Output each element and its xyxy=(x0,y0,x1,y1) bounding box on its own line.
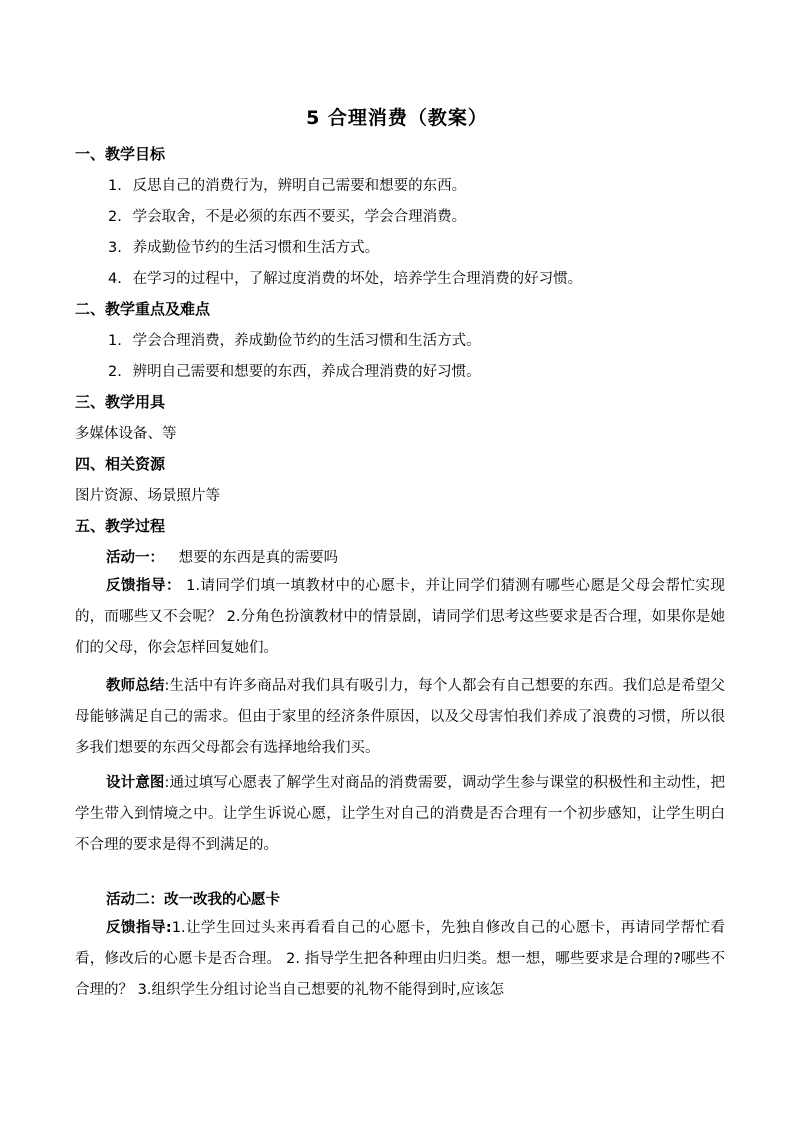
activity-2-heading xyxy=(106,888,280,909)
section-heading-tools: 三、教学用具 xyxy=(75,393,166,411)
feedback-text: 1.让学生回过头来再看看自己的心愿卡，先独自修改自己的心愿卡，再请同学帮忙看看，修改后的心愿卡是否合理。 2. 指导学生把各种理由归归类。想一想，哪些要求是合理的?哪些不合理的？ 3.组织学生分组讨论当自己想要的礼物不能得到时,应该怎 xyxy=(75,920,725,998)
list-item xyxy=(108,360,481,381)
activity-2-feedback-paragraph xyxy=(75,913,725,1006)
list-text: 学会取舍，不是必须的东西不要买，学会合理消费。 xyxy=(132,209,467,225)
section-heading-key-points: 二、教学重点及难点 xyxy=(75,300,211,318)
list-text: 在学习的过程中，了解过度消费的坏处，培养学生合理消费的好习惯。 xyxy=(132,271,583,287)
activity-1-intent-paragraph xyxy=(75,768,725,861)
resources-text: 图片资源、场景照片等 xyxy=(75,488,220,504)
list-number: 1. xyxy=(108,178,122,194)
list-number: 2. xyxy=(108,364,122,380)
activity-1-label: 活动一： xyxy=(106,550,164,566)
activity-1-heading xyxy=(106,546,338,567)
activity-1-title: 想要的东西是真的需要吗 xyxy=(178,550,339,566)
list-number: 2. xyxy=(108,209,122,225)
list-item xyxy=(108,329,481,350)
list-item xyxy=(108,267,582,288)
list-number: 4. xyxy=(108,271,122,287)
activity-2-title: 活动二：改一改我的心愿卡 xyxy=(106,892,280,908)
page-title: 5 合理消费（教案） xyxy=(306,107,488,129)
intent-text: :通过填写心愿表了解学生对商品的消费需要，调动学生参与课堂的积极性和主动性，把学生带入到情境之中。让学生诉说心愿，让学生对自己的消费是否合理有一个初步感知，让学生明白不合理的要求是得不到满足的。 xyxy=(75,775,726,853)
feedback-label: 反馈指导： xyxy=(106,578,182,594)
list-text: 辨明自己需要和想要的东西，养成合理消费的好习惯。 xyxy=(132,364,481,380)
activity-1-summary-paragraph xyxy=(75,671,725,764)
list-text: 学会合理消费，养成勤俭节约的生活习惯和生活方式。 xyxy=(132,333,481,349)
section-heading-resources: 四、相关资源 xyxy=(75,455,166,473)
intent-label: 设计意图 xyxy=(106,775,165,791)
list-number: 1. xyxy=(108,333,122,349)
section-heading-process: 五、教学过程 xyxy=(75,517,166,535)
summary-label: 教师总结 xyxy=(106,678,165,694)
list-item xyxy=(108,236,379,257)
activity-1-feedback-paragraph xyxy=(75,571,725,664)
summary-text: :生活中有许多商品对我们具有吸引力，每个人都会有自己想要的东西。我们总是希望父母能够满足自己的需求。但由于家里的经济条件原因，以及父母害怕我们养成了浪费的习惯，所以很多我们想要的东西父母都会有选择地给我们买。 xyxy=(75,678,726,756)
list-item xyxy=(108,205,466,226)
list-text: 养成勤俭节约的生活习惯和生活方式。 xyxy=(132,240,380,256)
list-item xyxy=(108,174,466,195)
list-number: 3. xyxy=(108,240,122,256)
list-text: 反思自己的消费行为，辨明自己需要和想要的东西。 xyxy=(132,178,467,194)
feedback-label: 反馈指导: xyxy=(106,920,172,936)
tools-text: 多媒体设备、等 xyxy=(75,426,177,442)
section-heading-objectives: 一、教学目标 xyxy=(75,145,166,163)
feedback-text: 1.请同学们填一填教材中的心愿卡，并让同学们猜测有哪些心愿是父母会帮忙实现的，而哪些又不会呢？ 2.分角色扮演教材中的情景剧，请同学们思考这些要求是否合理，如果你是她们的父母，你会怎样回复她们。 xyxy=(75,578,725,656)
